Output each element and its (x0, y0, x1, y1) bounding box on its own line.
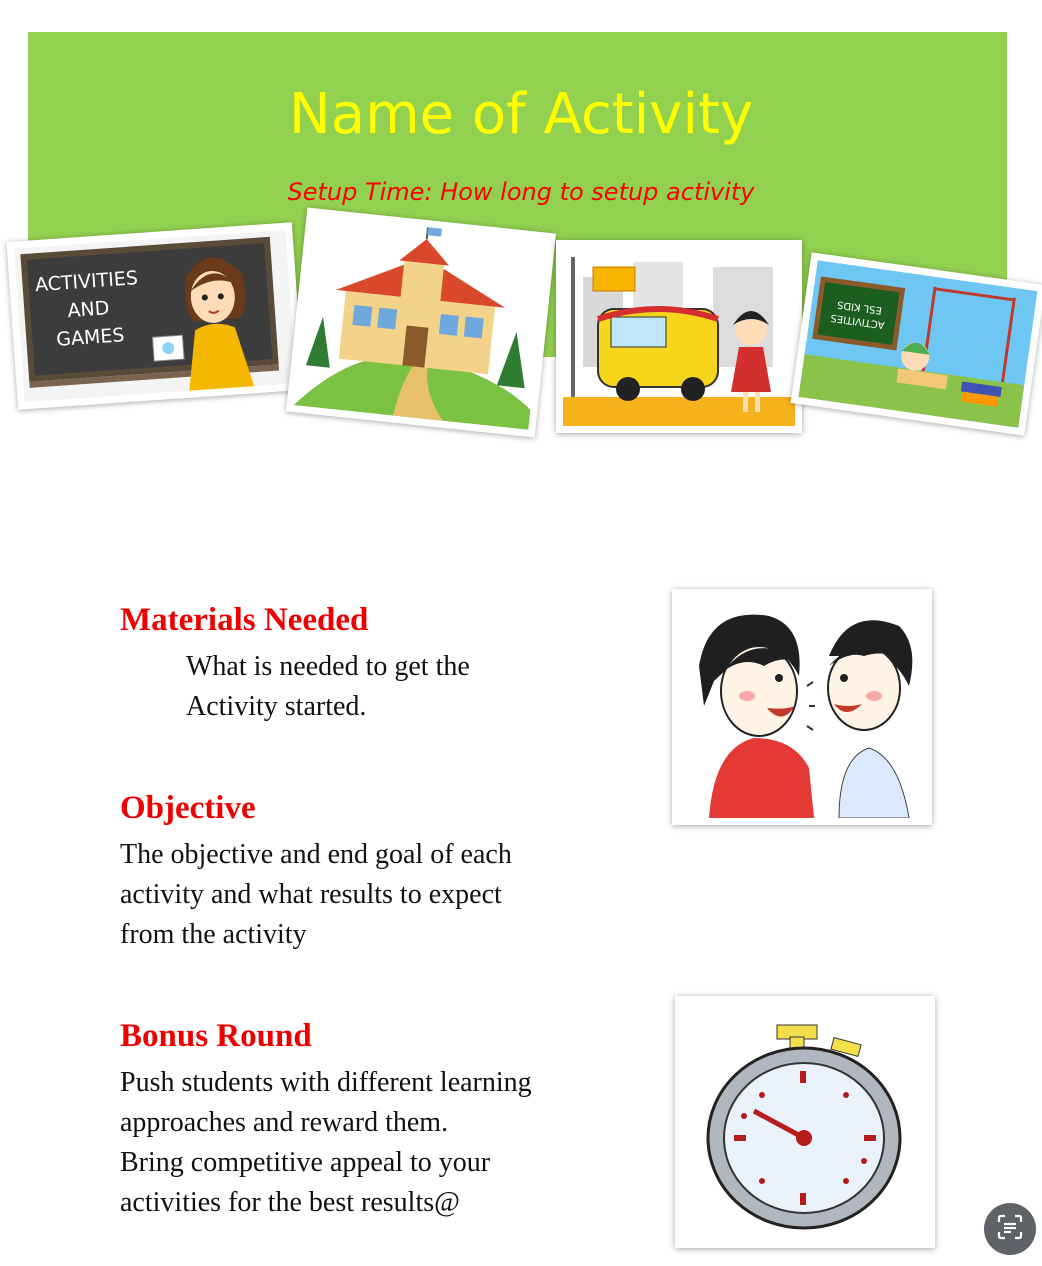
objective-text-line-3: from the activity (120, 919, 307, 950)
bonus-text-line-2: approaches and reward them. (120, 1107, 449, 1138)
school-building-photo (286, 207, 556, 437)
activity-title: Name of Activity (288, 82, 754, 147)
sign-line-2: ACTIVITIES (830, 311, 886, 331)
kids-talking-photo (672, 589, 932, 825)
chalkboard-teacher-photo (6, 222, 303, 410)
sign-line-1: ESL KIDS (836, 298, 883, 316)
stopwatch-photo (675, 996, 935, 1248)
bonus-text-line-3: Bring competitive appeal to your (120, 1147, 491, 1178)
school-bus-photo (556, 240, 802, 433)
bonus-round-heading: Bonus Round (120, 1018, 312, 1054)
text-scan-button[interactable] (984, 1203, 1036, 1255)
bonus-text-line-1: Push students with different learning (120, 1067, 532, 1098)
text-scan-icon (996, 1213, 1024, 1246)
objective-heading: Objective (120, 790, 256, 826)
setup-time-subtitle: Setup Time: How long to setup activity (287, 178, 755, 206)
chalkboard-line-2: AND (66, 297, 111, 323)
chalkboard-line-3: GAMES (55, 324, 126, 351)
esl-kids-photo (791, 252, 1042, 435)
materials-needed-heading: Materials Needed (120, 602, 369, 638)
materials-text-line-2: Activity started. (186, 691, 367, 722)
objective-text-line-1: The objective and end goal of each (120, 839, 512, 870)
materials-text-line-1: What is needed to get the (186, 651, 470, 682)
bonus-text-line-4: activities for the best results@ (120, 1187, 460, 1218)
chalkboard-line-1: ACTIVITIES (34, 267, 139, 297)
objective-text-line-2: activity and what results to expect (120, 879, 502, 910)
